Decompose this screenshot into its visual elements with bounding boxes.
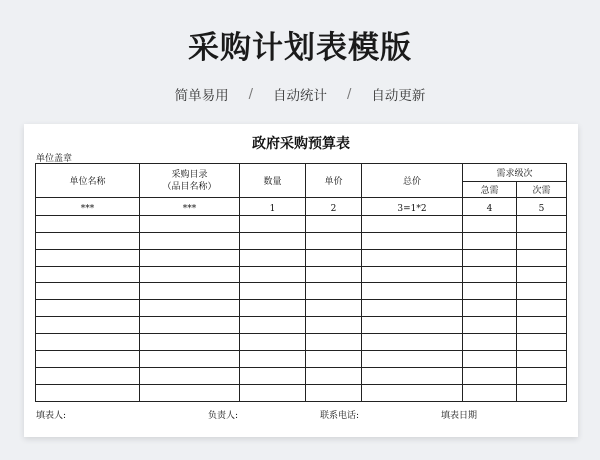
header-procurement-catalog <box>140 164 240 198</box>
table-cell[interactable] <box>36 283 140 300</box>
feature-easy-to-use: 简单易用 <box>174 88 229 104</box>
table-cell[interactable] <box>463 384 517 401</box>
table-cell[interactable] <box>362 334 463 351</box>
table-cell[interactable] <box>140 300 240 317</box>
table-cell[interactable] <box>517 266 567 283</box>
feature-separator: / <box>248 86 253 102</box>
header-catalog-line2: （品目名称） <box>162 181 217 192</box>
table-cell[interactable] <box>140 334 240 351</box>
table-cell[interactable] <box>463 232 517 249</box>
feature-auto-update: 自动更新 <box>371 88 426 104</box>
table-cell[interactable] <box>140 215 240 232</box>
unit-seal-label: 单位盖章 <box>36 154 73 164</box>
table-cell[interactable]: *** <box>36 198 140 216</box>
table-cell[interactable] <box>463 334 517 351</box>
table-cell[interactable] <box>517 317 567 334</box>
footer-responsible-label: 负责人: <box>208 411 239 421</box>
table-cell[interactable] <box>240 384 306 401</box>
table-cell[interactable]: 4 <box>463 198 517 216</box>
table-cell[interactable] <box>362 300 463 317</box>
table-cell[interactable] <box>306 232 362 249</box>
table-cell[interactable] <box>36 249 140 266</box>
table-cell[interactable] <box>517 384 567 401</box>
table-cell[interactable] <box>362 249 463 266</box>
table-cell[interactable] <box>36 384 140 401</box>
table-cell[interactable] <box>517 283 567 300</box>
feature-list <box>0 84 600 104</box>
table-cell[interactable] <box>362 232 463 249</box>
table-cell[interactable]: *** <box>140 198 240 216</box>
table-cell[interactable] <box>306 384 362 401</box>
table-cell[interactable] <box>362 283 463 300</box>
table-cell[interactable] <box>362 367 463 384</box>
table-cell[interactable] <box>36 266 140 283</box>
table-cell[interactable] <box>306 249 362 266</box>
table-cell[interactable] <box>140 283 240 300</box>
footer-filler-label: 填表人: <box>36 411 67 421</box>
table-cell[interactable] <box>306 266 362 283</box>
table-cell[interactable] <box>306 334 362 351</box>
table-cell[interactable] <box>36 351 140 368</box>
table-row <box>36 300 567 317</box>
feature-auto-statistics: 自动统计 <box>273 88 327 104</box>
header-secondary: 次需 <box>517 182 567 198</box>
table-cell[interactable] <box>36 232 140 249</box>
table-cell[interactable] <box>517 300 567 317</box>
table-cell[interactable] <box>140 266 240 283</box>
table-cell[interactable] <box>240 283 306 300</box>
table-cell[interactable] <box>362 351 463 368</box>
header-total-price: 总价 <box>362 164 463 198</box>
table-cell[interactable] <box>240 249 306 266</box>
table-cell[interactable] <box>306 300 362 317</box>
table-cell[interactable] <box>463 215 517 232</box>
table-cell[interactable] <box>240 367 306 384</box>
table-cell[interactable] <box>463 351 517 368</box>
table-cell[interactable] <box>362 215 463 232</box>
table-cell[interactable] <box>36 215 140 232</box>
table-cell[interactable] <box>463 317 517 334</box>
table-cell[interactable] <box>240 351 306 368</box>
header-unit-price: 单价 <box>306 164 362 198</box>
table-cell[interactable] <box>463 283 517 300</box>
header-quantity: 数量 <box>240 164 306 198</box>
table-cell[interactable] <box>306 283 362 300</box>
feature-separator: / <box>347 86 352 102</box>
table-cell[interactable] <box>36 300 140 317</box>
table-cell[interactable] <box>140 249 240 266</box>
table-cell[interactable] <box>306 215 362 232</box>
table-cell[interactable] <box>240 215 306 232</box>
table-row <box>36 367 567 384</box>
table-cell[interactable] <box>362 317 463 334</box>
table-cell[interactable]: 3=1*2 <box>362 198 463 216</box>
table-cell[interactable] <box>140 384 240 401</box>
table-row <box>36 215 567 232</box>
table-cell[interactable] <box>517 249 567 266</box>
table-cell[interactable]: 2 <box>306 198 362 216</box>
table-cell[interactable] <box>517 367 567 384</box>
table-row <box>36 249 567 266</box>
budget-sheet <box>24 124 578 437</box>
sheet-title: 政府采购预算表 <box>252 136 350 152</box>
header-urgent: 急需 <box>463 182 517 198</box>
table-cell[interactable] <box>306 317 362 334</box>
table-cell[interactable] <box>240 266 306 283</box>
table-cell[interactable] <box>463 249 517 266</box>
table-cell[interactable] <box>240 300 306 317</box>
table-cell[interactable] <box>36 367 140 384</box>
budget-table <box>35 163 567 402</box>
table-cell[interactable] <box>517 215 567 232</box>
table-row <box>36 384 567 401</box>
table-cell[interactable] <box>36 317 140 334</box>
table-cell[interactable] <box>517 232 567 249</box>
table-cell[interactable] <box>517 334 567 351</box>
table-cell[interactable] <box>240 317 306 334</box>
table-cell[interactable] <box>36 334 140 351</box>
table-cell[interactable] <box>463 300 517 317</box>
table-row <box>36 351 567 368</box>
table-cell[interactable] <box>140 317 240 334</box>
footer-phone-label: 联系电话: <box>320 411 360 421</box>
header-catalog-line1: 采购目录 <box>171 169 208 180</box>
table-cell[interactable] <box>362 384 463 401</box>
banner-title: 采购计划表模版 <box>188 30 412 66</box>
table-cell[interactable] <box>306 351 362 368</box>
table-cell[interactable] <box>306 367 362 384</box>
table-row <box>36 317 567 334</box>
table-row <box>36 266 567 283</box>
table-row <box>36 283 567 300</box>
table-cell[interactable] <box>240 232 306 249</box>
header-demand-level: 需求级次 <box>463 164 567 182</box>
table-cell[interactable] <box>517 351 567 368</box>
footer-date-label: 填表日期 <box>441 411 478 421</box>
table-cell[interactable]: 5 <box>517 198 567 216</box>
table-cell[interactable] <box>463 367 517 384</box>
table-cell[interactable] <box>463 266 517 283</box>
table-cell[interactable]: 1 <box>240 198 306 216</box>
table-row <box>36 198 567 216</box>
table-cell[interactable] <box>140 351 240 368</box>
table-cell[interactable] <box>140 367 240 384</box>
table-row <box>36 334 567 351</box>
header-unit-name: 单位名称 <box>36 164 140 198</box>
table-cell[interactable] <box>240 334 306 351</box>
table-cell[interactable] <box>362 266 463 283</box>
table-cell[interactable] <box>140 232 240 249</box>
table-row <box>36 232 567 249</box>
